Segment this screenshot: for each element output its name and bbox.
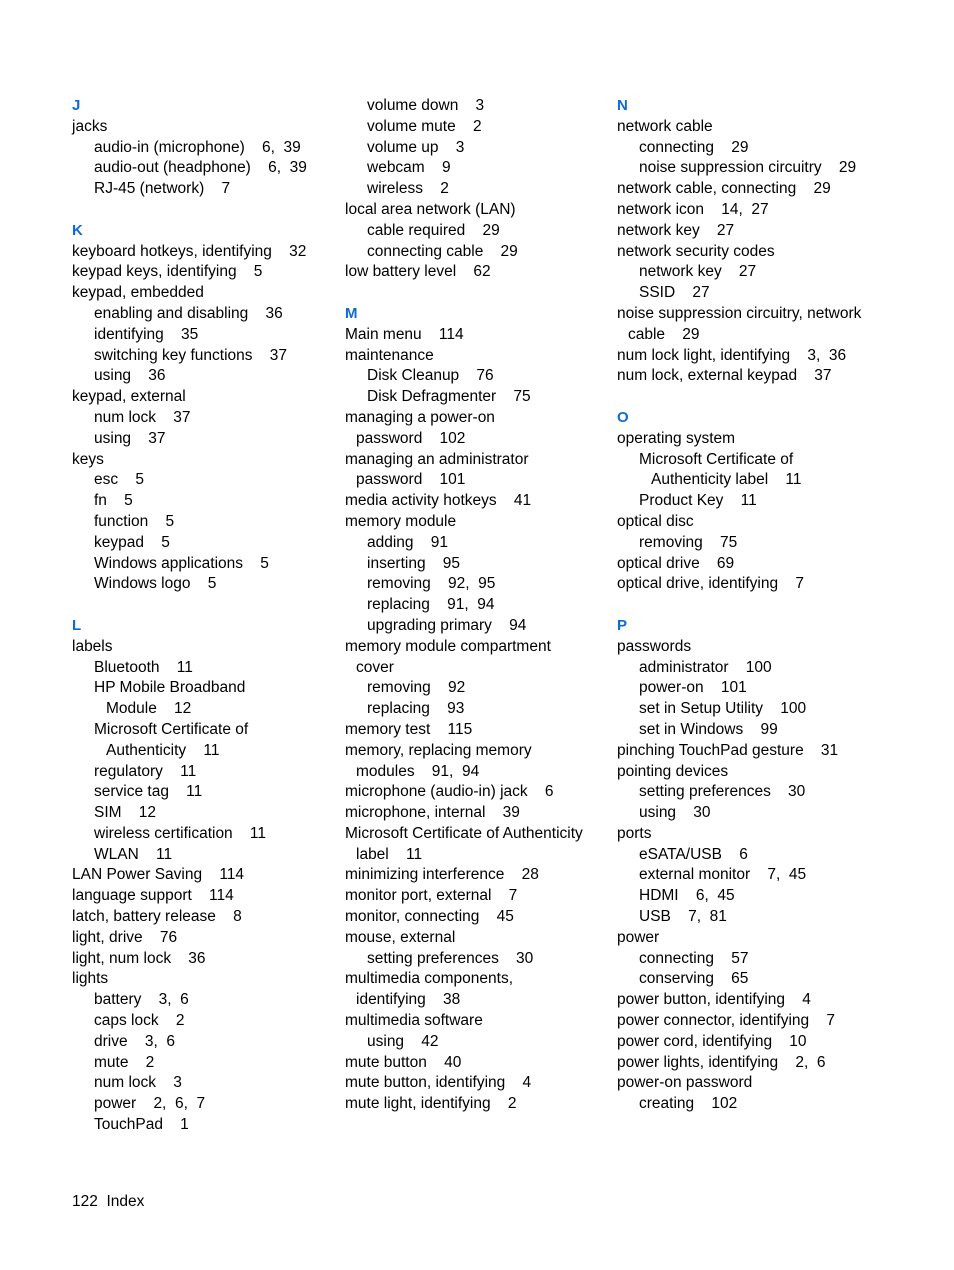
- index-subentry: Bluetooth 11: [94, 658, 193, 676]
- index-subentry: drive 3, 6: [94, 1032, 175, 1050]
- index-subentry: cable required 29: [367, 221, 500, 239]
- index-subentry: setting preferences 30: [639, 783, 806, 801]
- index-entry: mouse, external: [345, 928, 456, 946]
- index-subentry: fn 5: [94, 492, 133, 510]
- index-entry-continuation: identifying 38: [356, 991, 461, 1009]
- page-number: 122: [72, 1193, 98, 1210]
- index-entry: local area network (LAN): [345, 200, 516, 218]
- index-entry: Main menu 114: [345, 325, 464, 343]
- index-entry-continuation: cover: [356, 658, 394, 676]
- index-subentry: connecting 57: [639, 949, 749, 967]
- index-column-3: [617, 96, 879, 1115]
- index-subentry: eSATA/USB 6: [639, 845, 748, 863]
- index-entry: multimedia components,: [345, 970, 513, 988]
- index-column-1: [72, 96, 334, 1136]
- index-entry: microphone, internal 39: [345, 804, 520, 822]
- index-subentry: upgrading primary 94: [367, 616, 527, 634]
- index-subentry: replacing 91, 94: [367, 596, 495, 614]
- index-entry: managing an administrator: [345, 450, 529, 468]
- index-entry: network cable: [617, 117, 713, 135]
- index-entry: labels: [72, 637, 113, 655]
- index-entry: memory, replacing memory: [345, 741, 532, 759]
- index-entry: memory module: [345, 512, 457, 530]
- section-letter: M: [345, 304, 358, 322]
- index-subentry: network key 27: [639, 263, 757, 281]
- index-entry: pinching TouchPad gesture 31: [617, 741, 839, 759]
- section-spacer: [72, 200, 334, 221]
- index-subentry: removing 92, 95: [367, 575, 496, 593]
- index-subentry: caps lock 2: [94, 1012, 185, 1030]
- index-subentry: removing 75: [639, 533, 738, 551]
- index-entry: keypad, external: [72, 388, 186, 406]
- index-subentry: Product Key 11: [639, 492, 757, 510]
- index-entry: pointing devices: [617, 762, 729, 780]
- index-entry: monitor, connecting 45: [345, 908, 514, 926]
- index-entry: light, drive 76: [72, 928, 178, 946]
- index-entry: num lock, external keypad 37: [617, 367, 832, 385]
- index-subentry: function 5: [94, 512, 175, 530]
- section-letter: K: [72, 221, 83, 239]
- section-spacer: [72, 595, 334, 616]
- index-subentry: connecting 29: [639, 138, 749, 156]
- index-entry: mute button, identifying 4: [345, 1074, 532, 1092]
- index-entry: optical drive, identifying 7: [617, 575, 804, 593]
- index-subentry: RJ-45 (network) 7: [94, 180, 231, 198]
- section-spacer: [345, 283, 607, 304]
- index-entry: network security codes: [617, 242, 775, 260]
- index-subentry: using 37: [94, 429, 166, 447]
- index-subentry: using 36: [94, 367, 166, 385]
- index-subentry: removing 92: [367, 679, 466, 697]
- index-subentry: administrator 100: [639, 658, 772, 676]
- index-entry: power cord, identifying 10: [617, 1032, 807, 1050]
- index-entry: noise suppression circuitry, network: [617, 304, 862, 322]
- index-subentry: set in Setup Utility 100: [639, 700, 807, 718]
- index-subentry: Disk Cleanup 76: [367, 367, 494, 385]
- index-subentry: inserting 95: [367, 554, 461, 572]
- index-entry-continuation: password 101: [356, 471, 466, 489]
- index-subentry: SIM 12: [94, 804, 157, 822]
- index-entry: power: [617, 928, 660, 946]
- index-subentry: Microsoft Certificate of: [639, 450, 794, 468]
- index-entry: managing a power-on: [345, 408, 495, 426]
- index-subentry: USB 7, 81: [639, 908, 727, 926]
- index-subentry: setting preferences 30: [367, 949, 534, 967]
- index-entry: latch, battery release 8: [72, 908, 242, 926]
- index-subentry: mute 2: [94, 1053, 155, 1071]
- index-entry: minimizing interference 28: [345, 866, 539, 884]
- index-entry: monitor port, external 7: [345, 887, 518, 905]
- index-subentry: power 2, 6, 7: [94, 1095, 206, 1113]
- index-entry: low battery level 62: [345, 263, 491, 281]
- index-subentry: enabling and disabling 36: [94, 304, 283, 322]
- index-entry: mute button 40: [345, 1053, 462, 1071]
- section-letter: O: [617, 408, 629, 426]
- section-letter: P: [617, 616, 628, 634]
- index-subentry-continuation: Authenticity label 11: [651, 471, 802, 489]
- section-spacer: [617, 595, 879, 616]
- section-letter: J: [72, 97, 81, 114]
- index-entry: passwords: [617, 637, 692, 655]
- index-entry: ports: [617, 824, 652, 842]
- index-entry: memory test 115: [345, 720, 473, 738]
- index-entry: power connector, identifying 7: [617, 1012, 835, 1030]
- index-entry: jacks: [72, 117, 108, 135]
- footer-section-title: Index: [106, 1193, 145, 1210]
- index-subentry: regulatory 11: [94, 762, 197, 780]
- index-subentry: external monitor 7, 45: [639, 866, 807, 884]
- index-subentry: service tag 11: [94, 783, 203, 801]
- index-subentry: Disk Defragmenter 75: [367, 388, 531, 406]
- index-entry: optical disc: [617, 512, 694, 530]
- index-subentry: conserving 65: [639, 970, 749, 988]
- index-subentry: using 30: [639, 804, 711, 822]
- index-subentry: HP Mobile Broadband: [94, 679, 246, 697]
- index-entry: num lock light, identifying 3, 36: [617, 346, 847, 364]
- index-entry: power button, identifying 4: [617, 991, 811, 1009]
- index-subentry: set in Windows 99: [639, 720, 778, 738]
- index-subentry-continuation: Module 12: [106, 700, 192, 718]
- index-entry: network icon 14, 27: [617, 200, 769, 218]
- index-entry: Microsoft Certificate of Authenticity: [345, 824, 583, 842]
- index-entry: keypad keys, identifying 5: [72, 263, 263, 281]
- section-letter: N: [617, 97, 628, 114]
- index-entry: LAN Power Saving 114: [72, 866, 245, 884]
- index-entry: microphone (audio-in) jack 6: [345, 783, 554, 801]
- index-subentry: using 42: [367, 1032, 439, 1050]
- index-entry: light, num lock 36: [72, 949, 206, 967]
- index-subentry: noise suppression circuitry 29: [639, 159, 857, 177]
- index-entry: keys: [72, 450, 104, 468]
- index-entry: memory module compartment: [345, 637, 551, 655]
- index-entry: language support 114: [72, 887, 234, 905]
- index-subentry: keypad 5: [94, 533, 170, 551]
- index-subentry: webcam 9: [367, 159, 451, 177]
- index-subentry: audio-out (headphone) 6, 39: [94, 159, 307, 177]
- index-subentry: Windows applications 5: [94, 554, 269, 572]
- index-entry: maintenance: [345, 346, 434, 364]
- index-subentry: esc 5: [94, 471, 144, 489]
- index-entry: media activity hotkeys 41: [345, 492, 532, 510]
- index-entry-continuation: modules 91, 94: [356, 762, 480, 780]
- index-subentry: switching key functions 37: [94, 346, 287, 364]
- index-entry: network key 27: [617, 221, 735, 239]
- index-entry: keyboard hotkeys, identifying 32: [72, 242, 307, 260]
- index-subentry-continuation: Authenticity 11: [106, 741, 220, 759]
- index-subentry: adding 91: [367, 533, 449, 551]
- index-subentry: volume down 3: [367, 97, 485, 114]
- index-entry: optical drive 69: [617, 554, 735, 572]
- index-entry: keypad, embedded: [72, 284, 204, 302]
- page-footer: [72, 1192, 144, 1212]
- section-letter: L: [72, 616, 82, 634]
- index-subentry: replacing 93: [367, 700, 465, 718]
- index-entry-continuation: cable 29: [628, 325, 700, 343]
- index-entry: operating system: [617, 429, 736, 447]
- index-subentry: TouchPad 1: [94, 1116, 189, 1134]
- index-entry: power lights, identifying 2, 6: [617, 1053, 826, 1071]
- index-subentry: num lock 3: [94, 1074, 182, 1092]
- index-subentry: volume up 3: [367, 138, 465, 156]
- index-subentry: SSID 27: [639, 284, 710, 302]
- index-subentry: Windows logo 5: [94, 575, 217, 593]
- index-entry: power-on password: [617, 1074, 753, 1092]
- index-subentry: battery 3, 6: [94, 991, 189, 1009]
- index-column-2: [345, 96, 607, 1115]
- index-entry: mute light, identifying 2: [345, 1095, 517, 1113]
- index-subentry: HDMI 6, 45: [639, 887, 735, 905]
- index-subentry: identifying 35: [94, 325, 199, 343]
- index-entry-continuation: label 11: [356, 845, 423, 863]
- index-subentry: audio-in (microphone) 6, 39: [94, 138, 301, 156]
- index-subentry: num lock 37: [94, 408, 191, 426]
- index-subentry: Microsoft Certificate of: [94, 720, 249, 738]
- index-subentry: WLAN 11: [94, 845, 173, 863]
- index-subentry: wireless certification 11: [94, 824, 266, 842]
- index-entry: network cable, connecting 29: [617, 180, 831, 198]
- index-subentry: creating 102: [639, 1095, 738, 1113]
- index-subentry: power-on 101: [639, 679, 747, 697]
- index-subentry: volume mute 2: [367, 117, 482, 135]
- index-entry: lights: [72, 970, 109, 988]
- index-subentry: connecting cable 29: [367, 242, 518, 260]
- section-spacer: [617, 387, 879, 408]
- index-entry-continuation: password 102: [356, 429, 466, 447]
- index-subentry: wireless 2: [367, 180, 449, 198]
- index-entry: multimedia software: [345, 1012, 483, 1030]
